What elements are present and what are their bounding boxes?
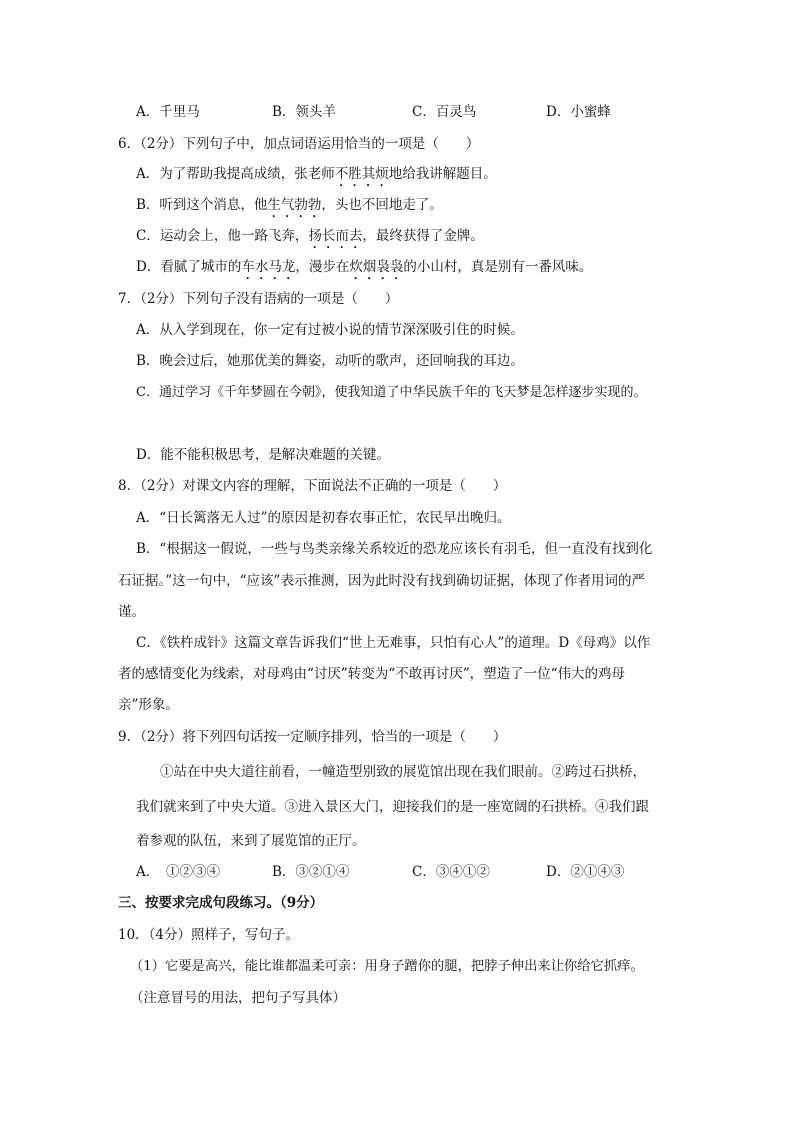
q9-option-c: C．③④①② <box>412 864 490 880</box>
q9-option-a: A． ①②③④ <box>136 864 220 880</box>
q5-option-d: D．小蜜蜂 <box>546 104 611 120</box>
q5-option-a: A．千里马 <box>136 104 200 120</box>
q9-passage-line1: ①站在中央大道往前看，一幢造型别致的展览馆出现在我们眼前。②跨过石拱桥， <box>160 764 646 780</box>
q6-a-marked: 不胜其烦 <box>334 166 389 182</box>
q9-option-d: D．②①④③ <box>546 864 625 880</box>
q8-option-c-line1: C．《铁杵成针》这篇文章告诉我们“世上无难事，只怕有心人”的道理。D《母鸡》以作 <box>136 635 651 651</box>
q5-option-c: C．百灵鸟 <box>412 104 477 120</box>
q8-option-b-line2: 石证据。”这一句中，“应该”表示推测，因为此时没有找到确切证据，体现了作者用词的严 <box>118 573 645 589</box>
q6-c-marked: 扬长而去 <box>308 228 363 244</box>
q8-option-b-line1: B．“根据这一假说，一些与鸟类亲缘关系较近的恐龙应该长有羽毛，但一直没有找到化 <box>136 541 653 557</box>
q8-option-c-line2: 者的感情变化为线索，对母鸡由“讨厌”转变为“不敢再讨厌”，塑造了一位“伟大的鸡母 <box>118 666 626 682</box>
q8-stem: 8．（2分）对课文内容的理解，下面说法不正确的一项是（ ） <box>118 478 507 494</box>
q9-option-b: B．③②①④ <box>272 864 350 880</box>
q7-option-b: B．晚会过后，她那优美的舞姿，动听的歌声，还回响我的耳边。 <box>136 353 524 369</box>
q9-passage-line3: 着参观的队伍，来到了展览馆的正厅。 <box>136 833 366 849</box>
q6-option-c <box>136 226 484 252</box>
q6-d-marked-1: 车水马龙 <box>241 259 296 275</box>
q8-option-a: A．“日长篱落无人过”的原因是初春农事正忙，农民早出晚归。 <box>136 510 511 526</box>
q6-a-post: 地给我讲解题目。 <box>388 166 497 182</box>
q5-options <box>136 102 696 122</box>
q7-option-c: C．通过学习《千年梦圆在今朝》，使我知道了中华民族千年的飞天梦是怎样逐步实现的。 <box>136 385 647 400</box>
q9-stem: 9．（2分）将下列四句话按一定顺序排列，恰当的一项是（ ） <box>118 729 507 745</box>
q6-d-mid: ，漫步在 <box>295 259 350 275</box>
q8-option-b-line3: 谨。 <box>118 604 145 620</box>
q10-sentence-1: （1）它要是高兴，能比谁都温柔可亲：用身子蹭你的腿，把脖子伸出来让你给它抓痒。 <box>130 959 644 974</box>
q6-a-pre: A．为了帮助我提高成绩，张老师 <box>136 166 335 182</box>
q6-d-post: 的小山村，真是别有一番风味。 <box>403 259 593 275</box>
q10-stem: 10．（4分）照样子，写句子。 <box>118 927 300 943</box>
q7-option-a: A．从入学到现在，你一定有过被小说的情节深深吸引住的时候。 <box>136 322 524 338</box>
q6-option-a <box>136 164 497 190</box>
q6-d-marked-2: 炊烟袅袅 <box>349 259 404 275</box>
q8-option-c-line3: 亲”形象。 <box>118 697 179 713</box>
q6-b-pre: B．听到这个消息，他 <box>136 197 268 213</box>
q9-options <box>136 862 696 882</box>
q6-option-d <box>136 257 592 283</box>
q5-option-b: B．领头羊 <box>272 104 336 120</box>
q9-passage-line2: 我们就来到了中央大道。③进入景区大门，迎接我们的是一座宽阔的石拱桥。④我们跟 <box>136 799 649 815</box>
q7-option-d: D．能不能积极思考，是解决难题的关键。 <box>136 447 390 463</box>
q6-option-b <box>136 195 443 221</box>
q6-b-post: ，头也不回地走了。 <box>321 197 443 213</box>
q7-stem: 7．（2分）下列句子没有语病的一项是（ ） <box>118 291 399 307</box>
q6-b-marked: 生气勃勃 <box>267 197 322 213</box>
q6-c-pre: C．运动会上，他一路飞奔， <box>136 228 309 244</box>
q10-instruction: （注意冒号的用法，把句子写具体） <box>130 990 346 1006</box>
q6-stem: 6．（2分）下列句子中，加点词语运用恰当的一项是（ ） <box>118 136 480 152</box>
q6-c-post: ，最终获得了金牌。 <box>362 228 484 244</box>
section-3-heading: 三、按要求完成句段练习。（9分） <box>118 895 324 911</box>
q6-d-pre: D．看腻了城市的 <box>136 259 242 275</box>
